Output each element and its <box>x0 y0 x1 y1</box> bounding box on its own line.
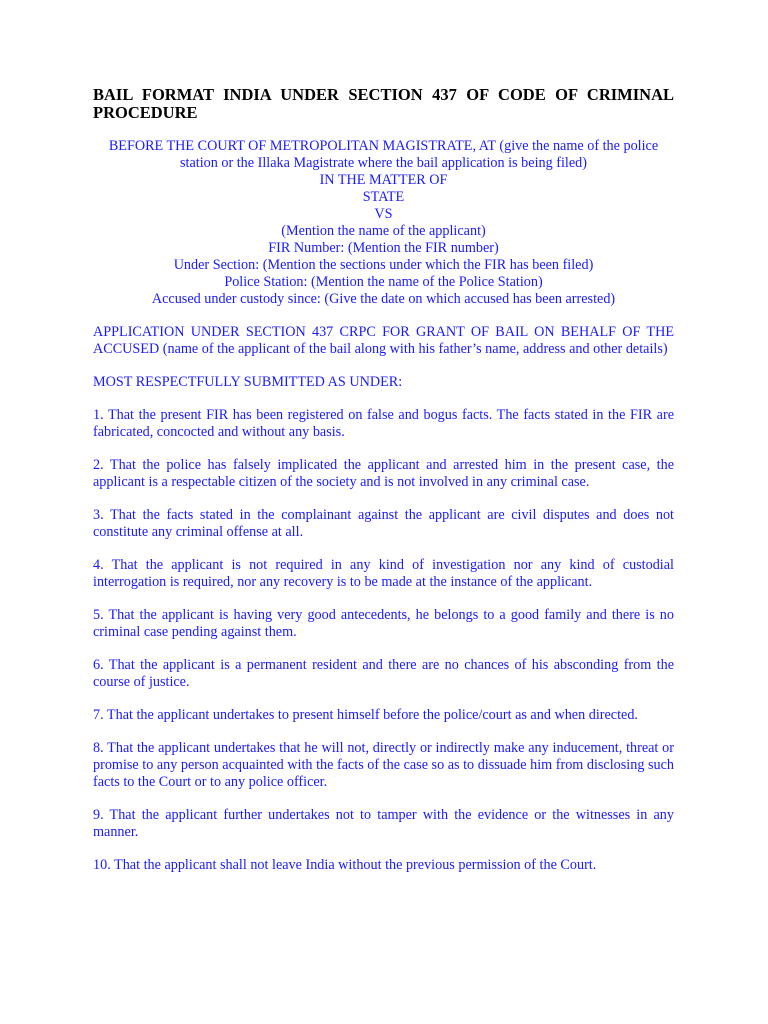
state-line: STATE <box>362 189 405 205</box>
police-station-line: Police Station: (Mention the name of the Police Station) <box>224 274 543 290</box>
court-line: BEFORE THE COURT OF METROPOLITAN MAGISTRATE, AT (give the name of the police station or the Illaka Magistrate where the bail application is being filed) <box>108 138 659 171</box>
versus-line: VS <box>374 206 393 222</box>
matter-line: IN THE MATTER OF <box>319 172 448 188</box>
applicant-name-line: (Mention the name of the applicant) <box>281 223 486 239</box>
paragraph-10: 10. That the applicant shall not leave India without the previous permission of the Court. <box>93 857 597 873</box>
paragraph-8: 8. That the applicant undertakes that he will not, directly or indirectly make any inducement, threat or promise to any person acquainted with the facts of the case so as to dissuade him from disclosing such facts to the Court or to any police officer. <box>93 740 674 790</box>
custody-since-line: Accused under custody since: (Give the date on which accused has been arrested) <box>151 291 616 307</box>
court-header <box>93 138 674 308</box>
paragraph-4: 4. That the applicant is not required in any kind of investigation nor any kind of custodial interrogation is required, nor any recovery is to be made at the instance of the applicant. <box>93 557 674 590</box>
document-page <box>93 86 674 890</box>
under-section-line: Under Section: (Mention the sections under which the FIR has been filed) <box>173 257 594 273</box>
document-title: BAIL FORMAT INDIA UNDER SECTION 437 OF CODE OF CRIMINAL PROCEDURE <box>93 85 674 122</box>
paragraph-3: 3. That the facts stated in the complainant against the applicant are civil disputes and does not constitute any criminal offense at all. <box>93 507 674 540</box>
paragraph-5: 5. That the applicant is having very good antecedents, he belongs to a good family and there is no criminal case pending against them. <box>93 607 674 640</box>
application-heading: APPLICATION UNDER SECTION 437 CRPC FOR GRANT OF BAIL ON BEHALF OF THE ACCUSED (name of the applicant of the bail along with his father’s name, address and other details) <box>93 324 674 357</box>
paragraph-6: 6. That the applicant is a permanent resident and there are no chances of his absconding from the course of justice. <box>93 657 674 690</box>
paragraph-7: 7. That the applicant undertakes to present himself before the police/court as and when directed. <box>93 707 638 723</box>
paragraph-1: 1. That the present FIR has been registered on false and bogus facts. The facts stated in the FIR are fabricated, concocted and without any basis. <box>93 407 674 440</box>
fir-number-line: FIR Number: (Mention the FIR number) <box>268 240 499 256</box>
submission-heading: MOST RESPECTFULLY SUBMITTED AS UNDER: <box>93 374 403 390</box>
paragraph-9: 9. That the applicant further undertakes not to tamper with the evidence or the witnesses in any manner. <box>93 807 674 840</box>
paragraph-2: 2. That the police has falsely implicated the applicant and arrested him in the present case, the applicant is a respectable citizen of the society and is not involved in any criminal case. <box>93 457 674 490</box>
